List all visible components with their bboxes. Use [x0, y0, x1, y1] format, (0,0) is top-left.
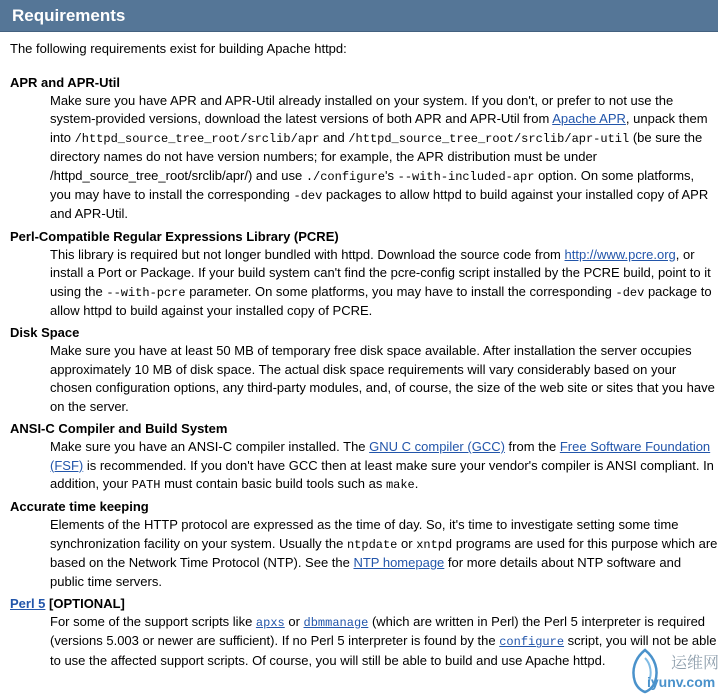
ansi-text-1: Make sure you have an ANSI-C compiler installed. The: [50, 439, 370, 455]
apr-path-code: /httpd_source_tree_root/srclib/apr: [74, 131, 320, 146]
ansi-text-2: from the: [504, 439, 560, 455]
ansi-text-4: must contain basic build tools such as: [160, 475, 386, 491]
pcre-text-2: , or install a Port or Package. If your build system can't find the pcre-config script installed by the PCRE build, point to it using the: [50, 246, 711, 299]
time-keeping-heading: Accurate time keeping: [10, 499, 149, 515]
pcre-dev-code: -dev: [615, 285, 645, 300]
apr-text-5: 's: [385, 167, 398, 183]
time-keeping-description: [50, 516, 718, 591]
path-code: PATH: [131, 477, 161, 492]
apr-text-4: (be sure the directory names do not have version numbers; for example, the APR distribution must be under /httpd_source_tree_root/srclib/apr/) and use: [50, 129, 703, 183]
perl-text-1: For some of the support scripts like: [50, 613, 256, 629]
ansi-c-description: [50, 438, 718, 494]
time-text-4: for more details about NTP software and public time servers.: [50, 555, 682, 589]
main-content: [10, 31, 718, 674]
ntpdate-code: ntpdate: [346, 537, 398, 552]
with-included-apr-code: --with-included-apr: [397, 169, 535, 184]
make-code: make: [385, 477, 415, 492]
perl-heading: [10, 595, 718, 613]
pcre-text-4: package to allow httpd to build against your installed copy of PCRE.: [50, 283, 712, 319]
pcre-heading: Perl-Compatible Regular Expressions Library (PCRE): [10, 228, 339, 244]
time-text-3: programs are used for this purpose which are based on the Network Time Protocol (NTP). See the: [50, 535, 718, 571]
watermark-url-text: iyunv.com: [647, 674, 716, 690]
ansi-text-3: is recommended. If you don't have GCC then at least make sure your vendor's compiler is ANSI compliant. In addition, your: [50, 457, 714, 491]
xntpd-code: xntpd: [416, 537, 453, 552]
apr-text-6: option. On some platforms, you may have to install the corresponding: [50, 167, 695, 203]
ansi-c-heading: ANSI-C Compiler and Build System: [10, 421, 228, 437]
watermark-cn-text: 运维网: [671, 653, 720, 672]
fsf-link[interactable]: Free Software Foundation (FSF): [50, 439, 711, 473]
intro-text: The following requirements exist for building Apache httpd:: [10, 41, 347, 56]
with-pcre-code: --with-pcre: [106, 285, 186, 300]
apache-apr-link[interactable]: Apache APR: [552, 111, 626, 127]
apr-text-3: and: [319, 129, 349, 145]
pcre-text-1: This library is required but not longer bundled with httpd. Download the source code from: [50, 246, 565, 262]
time-text-2: or: [397, 535, 417, 551]
disk-space-description: Make sure you have at least 50 MB of temporary free disk space available. After installation the server occupies approximately 10 MB of disk space. The actual disk space requirements will vary considerably based on your chosen configuration options, any third-party modules, and, of course, the size of the web site or sites that you have on the server.: [50, 343, 715, 414]
configure-code: ./configure: [305, 169, 386, 184]
configure-link[interactable]: configure: [499, 635, 565, 650]
apr-util-path-code: /httpd_source_tree_root/srclib/apr-util: [348, 131, 630, 146]
perl-text-4: script, you will not be able to use the affected support scripts. Of course, you will still be able to build and use Apache httpd.: [50, 633, 717, 668]
perl5-link[interactable]: Perl 5: [10, 595, 46, 611]
requirements-list: [10, 74, 718, 670]
disk-space-heading: Disk Space: [10, 325, 80, 341]
apr-text-2: , unpack them into: [50, 111, 708, 145]
perl-text-2: or: [284, 613, 304, 629]
apr-text-1: Make sure you have APR and APR-Util already installed on your system. If you don't, or prefer to not use the system-provided versions, download the latest versions of both APR and APR-Util from: [50, 93, 674, 127]
apr-heading: APR and APR-Util: [10, 75, 121, 90]
apr-text-7: packages to allow httpd to build against your installed copy of APR and APR-Util.: [50, 187, 709, 222]
section-header: [0, 0, 718, 32]
dbmmanage-link[interactable]: dbmmanage: [303, 615, 369, 630]
apxs-link[interactable]: apxs: [255, 615, 285, 630]
perl-description: [50, 613, 718, 670]
ansi-text-5: .: [414, 475, 419, 491]
apr-description: [50, 92, 718, 224]
perl-optional-label: [OPTIONAL]: [45, 595, 125, 611]
perl-text-3: (which are written in Perl) the Perl 5 interpreter is required (versions 5.003 or newer are sufficient). If no Perl 5 interpreter is found by the: [50, 613, 706, 649]
dev-code: -dev: [293, 189, 323, 204]
time-text-1: Elements of the HTTP protocol are expressed as the time of day. So, it's time to investigate setting some time synchronization facility on your system. Usually the: [50, 517, 679, 551]
pcre-org-link[interactable]: http://www.pcre.org: [564, 246, 676, 262]
section-title: Requirements: [12, 6, 126, 25]
ntp-homepage-link[interactable]: NTP homepage: [353, 555, 445, 571]
pcre-description: [50, 246, 718, 321]
pcre-text-3: parameter. On some platforms, you may have to install the corresponding: [185, 283, 616, 299]
gcc-link[interactable]: GNU C compiler (GCC): [369, 439, 505, 455]
